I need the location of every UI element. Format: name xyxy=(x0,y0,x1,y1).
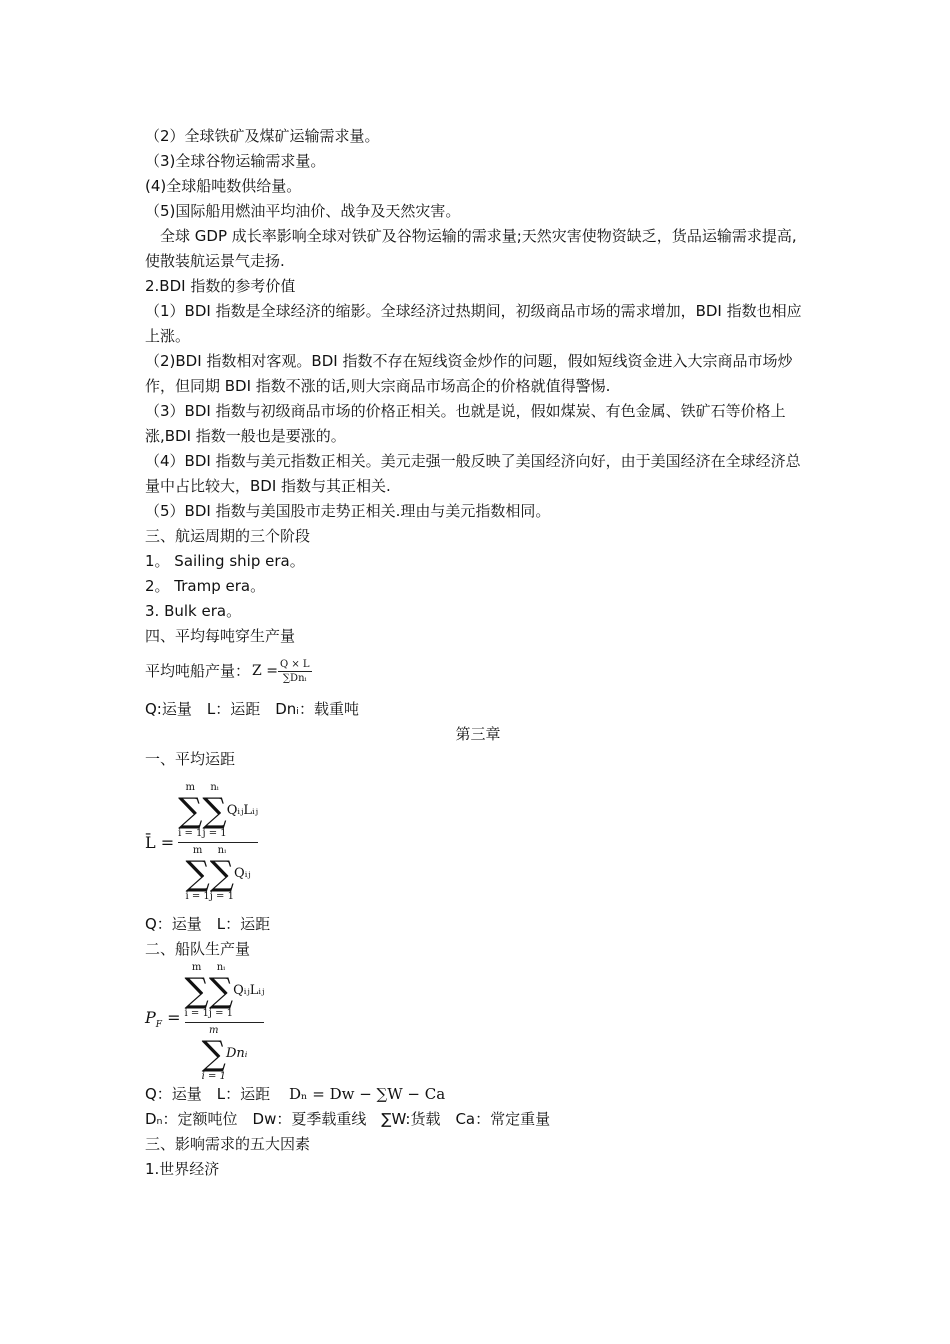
text-line: （3)全球谷物运输需求量。 xyxy=(145,152,326,170)
paragraph: （2)BDI 指数相对客观。BDI 指数不存在短线资金炒作的问题，假如短线资金进入大宗商品市场炒作，但同期 BDI 指数不涨的话,则大宗商品市场高企的价格就值得警惕. xyxy=(145,352,793,395)
sum-lower-limit: j = 1 xyxy=(202,827,227,839)
section-heading: 三、航运周期的三个阶段 xyxy=(145,527,311,545)
formula-z-numerator: Q × L xyxy=(279,658,310,670)
equals-sign: = xyxy=(167,1008,181,1028)
formula-lbar-numerator xyxy=(178,782,258,840)
formula-pf-fraction xyxy=(185,962,265,1083)
section-heading: 二、船队生产量 xyxy=(145,940,251,958)
fraction-bar xyxy=(185,1022,265,1023)
chapter-title: 第三章 xyxy=(455,725,501,743)
formula-fleet-productivity xyxy=(145,962,811,1082)
sum-lower-limit: j = 1 xyxy=(209,890,234,902)
section-heading: 一、平均运距 xyxy=(145,750,236,768)
formula-dn: Dₙ = Dw − ∑W − Ca xyxy=(288,1085,446,1103)
paragraph: （1）BDI 指数是全球经济的缩影。全球经济过热期间，初级商品市场的需求增加，BDI 指数也相应上涨。 xyxy=(145,302,802,345)
sigma-symbol: ∑ xyxy=(201,1033,226,1074)
paragraph: 全球 GDP 成长率影响全球对铁矿及谷物运输的需求量;天然灾害使物资缺乏，货品运输需求提高,使散装航运景气走扬. xyxy=(145,227,797,270)
sum-sign xyxy=(209,962,233,1020)
formula-pf-numerator xyxy=(185,962,265,1020)
sum-lower-limit: i = 1 xyxy=(178,827,203,839)
text-line: （2）全球铁矿及煤矿运输需求量。 xyxy=(145,127,380,145)
sum-upper-limit: nᵢ xyxy=(217,844,227,856)
sum-upper-limit: nᵢ xyxy=(210,781,219,793)
sum-upper-limit: m xyxy=(192,844,203,856)
text-line: （5）BDI 指数与美国股市走势正相关.理由与美元指数相同。 xyxy=(145,502,551,520)
list-item: 1。 Sailing ship era。 xyxy=(145,552,305,570)
formula-pf-num-term: QᵢⱼLᵢⱼ xyxy=(233,983,265,998)
section-heading: 三、影响需求的五大因素 xyxy=(145,1135,311,1153)
variable-legend: Q：运量 L：运距 xyxy=(145,1085,271,1103)
formula-z-fraction xyxy=(278,658,312,685)
paragraph: （4）BDI 指数与美元指数正相关。美元走强一般反映了美国经济向好，由于美国经济在全球经济总量中占比较大，BDI 指数与其正相关. xyxy=(145,452,801,495)
sum-lower-limit: j = 1 xyxy=(208,1007,234,1019)
formula-lbar-den-term: Qᵢⱼ xyxy=(234,866,251,881)
list-item: 3. Bulk era。 xyxy=(145,602,242,620)
formula-z-denominator: ∑Dnᵢ xyxy=(282,672,307,684)
paragraph: （3）BDI 指数与初级商品市场的价格正相关。也就是说，假如煤炭、有色金属、铁矿石等价格上涨,BDI 指数一般也是要涨的。 xyxy=(145,402,786,445)
formula-average-distance xyxy=(145,772,811,912)
sum-upper-limit: m xyxy=(209,1024,219,1036)
text-line: (4)全球船吨数供给量。 xyxy=(145,177,302,195)
sigma-symbol: ∑ xyxy=(185,853,210,894)
sum-sign xyxy=(202,782,226,840)
sum-sign xyxy=(185,962,209,1020)
formula-pf-denominator xyxy=(202,1025,248,1083)
section-heading: 2.BDI 指数的参考价值 xyxy=(145,277,296,295)
sum-lower-limit: i = 1 xyxy=(185,890,210,902)
formula-pf-lhs xyxy=(145,1005,181,1038)
fraction-bar xyxy=(178,842,258,843)
sum-upper-limit: m xyxy=(191,961,202,973)
formula-lbar-denominator xyxy=(185,845,250,903)
formula-pf-den-term: Dnᵢ xyxy=(225,1046,248,1061)
sum-sign xyxy=(202,1025,226,1083)
pf-subscript: F xyxy=(155,1020,163,1031)
sum-lower-limit: i = 1 xyxy=(201,1070,226,1082)
sum-sign xyxy=(185,845,209,903)
pf-symbol: P xyxy=(145,1008,156,1028)
sigma-symbol: ∑ xyxy=(178,790,203,831)
variable-legend: Q：运量 L：运距 xyxy=(145,915,271,933)
sum-upper-limit: m xyxy=(185,781,196,793)
formula-lbar-num-term: QᵢⱼLᵢⱼ xyxy=(226,803,259,818)
sum-sign xyxy=(210,845,234,903)
sigma-symbol: ∑ xyxy=(184,970,209,1011)
sum-upper-limit: nᵢ xyxy=(216,961,226,973)
sigma-symbol: ∑ xyxy=(202,790,227,831)
formula-label: 平均吨船产量： xyxy=(145,661,251,680)
variable-legend: Q:运量 L：运距 Dnᵢ：载重吨 xyxy=(145,700,359,718)
formula-lbar-lhs: L̄ = xyxy=(145,832,175,852)
variable-legend: Dₙ：定额吨位 Dw：夏季载重线 ∑W:货载 Ca：常定重量 xyxy=(145,1110,551,1128)
sigma-symbol: ∑ xyxy=(208,970,234,1011)
sum-lower-limit: i = 1 xyxy=(184,1007,209,1019)
list-item: 2。 Tramp era。 xyxy=(145,577,266,595)
variable-legend-line xyxy=(145,1082,811,1107)
sum-sign xyxy=(178,782,202,840)
formula-z-line xyxy=(145,649,811,693)
formula-z-lhs: Z = xyxy=(252,662,278,679)
list-item: 1.世界经济 xyxy=(145,1160,220,1178)
formula-lbar-fraction xyxy=(178,782,258,903)
document-body xyxy=(145,124,811,1182)
sigma-symbol: ∑ xyxy=(209,853,235,894)
text-line: （5)国际船用燃油平均油价、战争及天然灾害。 xyxy=(145,202,461,220)
section-heading: 四、平均每吨穿生产量 xyxy=(145,627,296,645)
